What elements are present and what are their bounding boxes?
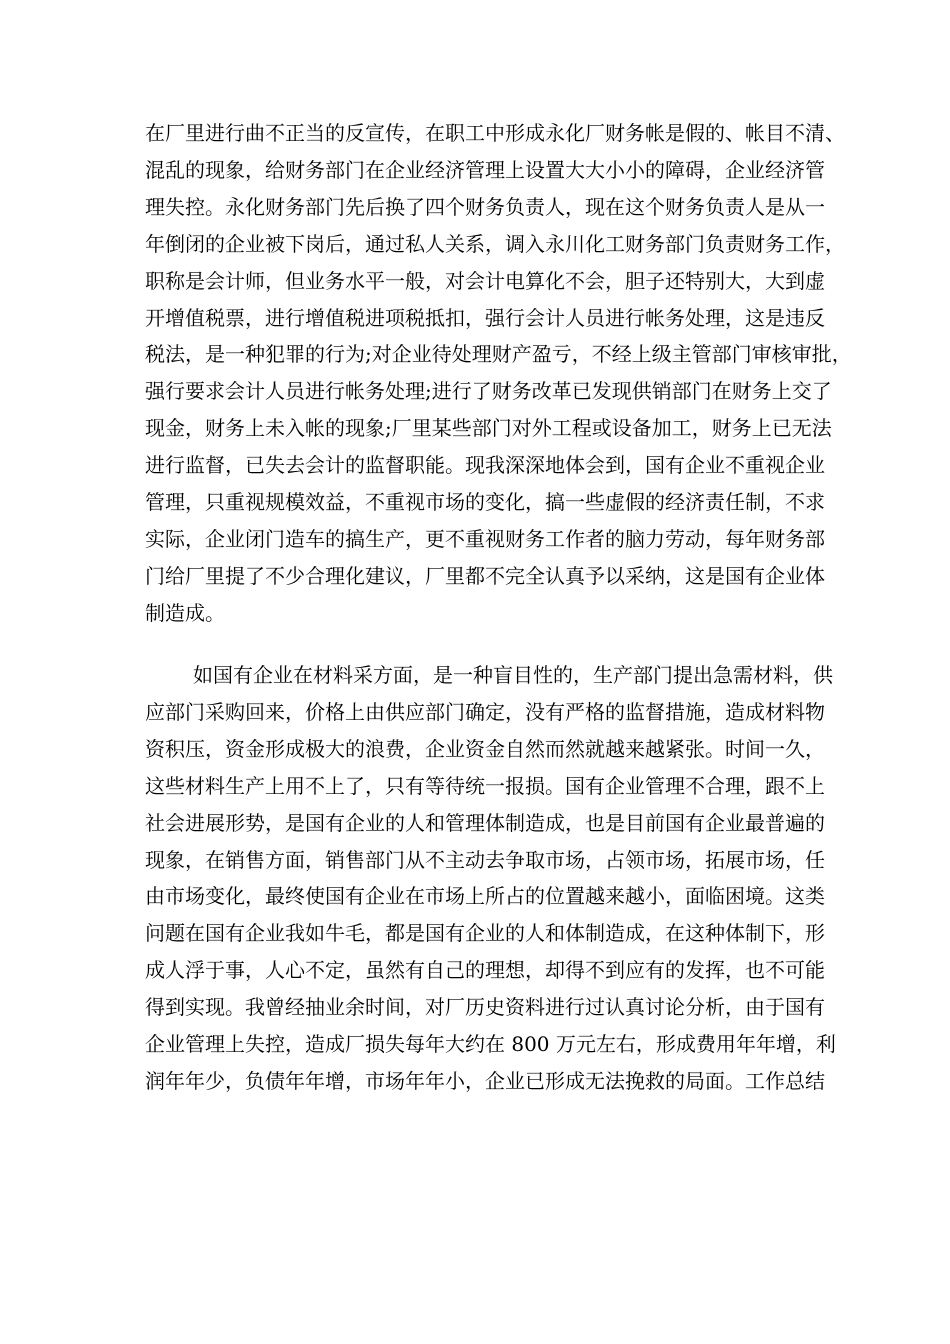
text-line: 这些材料生产上用不上了，只有等待统一报损。国有企业管理不合理，跟不上 bbox=[145, 774, 825, 798]
text-line: 税法，是一种犯罪的行为;对企业待处理财产盈亏，不经上级主管部门审核审批， bbox=[145, 342, 852, 366]
text-line: 理失控。永化财务部门先后换了四个财务负责人，现在这个财务负责人是从一 bbox=[145, 195, 825, 219]
text-line: 实际，企业闭门造车的搞生产，更不重视财务工作者的脑力劳动，每年财务部 bbox=[145, 527, 825, 551]
text-line: 由市场变化，最终使国有企业在市场上所占的位置越来越小，面临困境。这类 bbox=[145, 884, 825, 908]
text-line: 管理，只重视规模效益，不重视市场的变化，搞一些虚假的经济责任制，不求 bbox=[145, 490, 825, 514]
text-line: 现金，财务上未入帐的现象;厂里某些部门对外工程或设备加工，财务上已无法 bbox=[145, 416, 832, 440]
text-line: 社会进展形势，是国有企业的人和管理体制造成，也是目前国有企业最普遍的 bbox=[145, 811, 825, 835]
text-line: 年倒闭的企业被下岗后，通过私人关系，调入永川化工财务部门负责财务工作， bbox=[145, 232, 845, 256]
text-line: 混乱的现象，给财务部门在企业经济管理上设置大大小小的障碍，企业经济管 bbox=[145, 158, 825, 182]
text-line: 资积压，资金形成极大的浪费，企业资金自然而然就越来越紧张。时间一久， bbox=[145, 737, 825, 761]
text-line: 现象，在销售方面，销售部门从不主动去争取市场，占领市场，拓展市场，任 bbox=[145, 848, 825, 872]
text-line: 强行要求会计人员进行帐务处理;进行了财务改革已发现供销部门在财务上交了 bbox=[145, 379, 832, 403]
text-line: 制造成。 bbox=[145, 601, 225, 625]
text-line: 进行监督，已失去会计的监督职能。现我深深地体会到，国有企业不重视企业 bbox=[145, 453, 825, 477]
text-line: 职称是会计师，但业务水平一般，对会计电算化不会，胆子还特别大，大到虚 bbox=[145, 269, 825, 293]
text-line: 开增值税票，进行增值税进项税抵扣，强行会计人员进行帐务处理，这是违反 bbox=[145, 306, 825, 330]
text-line: 企业管理上失控，造成厂损失每年大约在 800 万元左右，形成费用年年增，利 bbox=[145, 1032, 836, 1056]
text-line: 如国有企业在材料采方面，是一种盲目性的，生产部门提出急需材料，供 bbox=[193, 663, 833, 687]
text-line: 润年年少，负债年年增，市场年年小，企业已形成无法挽救的局面。工作总结 bbox=[145, 1069, 825, 1093]
text-line: 在厂里进行曲不正当的反宣传，在职工中形成永化厂财务帐是假的、帐目不清、 bbox=[145, 121, 845, 145]
text-line: 成人浮于事，人心不定，虽然有自己的理想，却得不到应有的发挥，也不可能 bbox=[145, 958, 825, 982]
text-line: 问题在国有企业我如牛毛，都是国有企业的人和体制造成，在这种体制下，形 bbox=[145, 921, 825, 945]
text-line: 门给厂里提了不少合理化建议，厂里都不完全认真予以采纳，这是国有企业体 bbox=[145, 564, 825, 588]
text-line: 得到实现。我曾经抽业余时间，对厂历史资料进行过认真讨论分析，由于国有 bbox=[145, 995, 825, 1019]
text-line: 应部门采购回来，价格上由供应部门确定，没有严格的监督措施，造成材料物 bbox=[145, 700, 825, 724]
